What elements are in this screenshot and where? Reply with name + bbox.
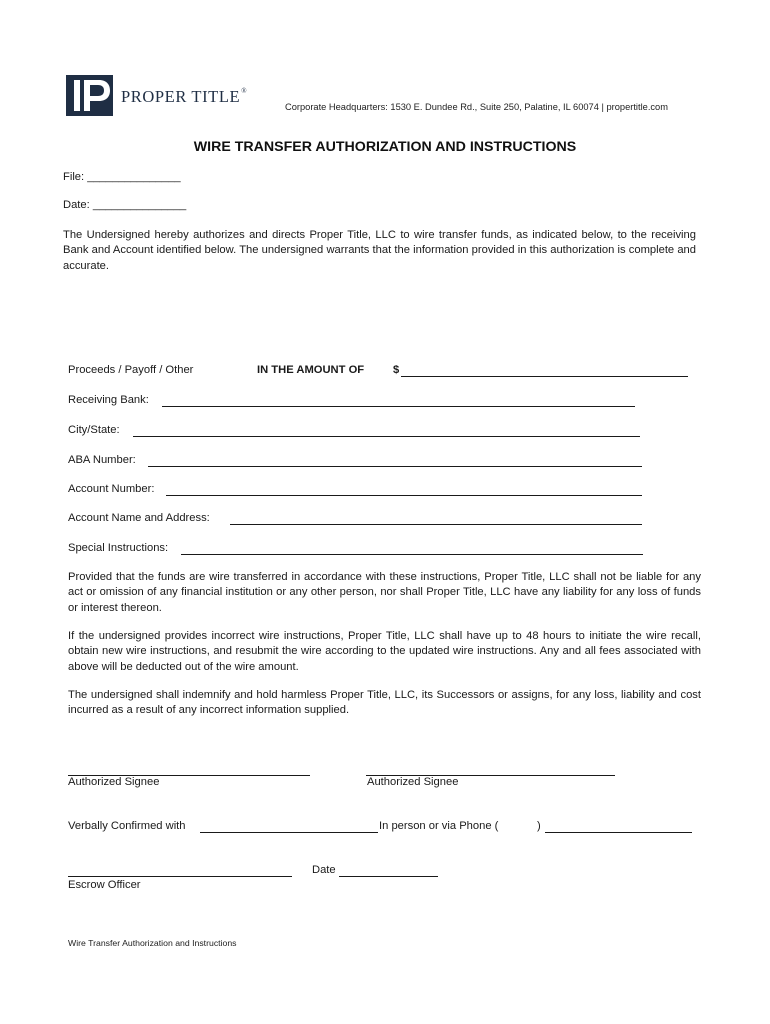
special-instructions-label: Special Instructions: [68,542,169,554]
phone-close-paren: ) [537,820,541,832]
account-name-input-line[interactable] [230,524,642,525]
proper-title-logo-text: PROPER TITLE® [121,87,248,106]
proper-title-logo-mark [66,75,113,116]
verbally-confirmed-input-line[interactable] [200,832,378,833]
special-instructions-input-line[interactable] [181,554,643,555]
indemnify-paragraph: The undersigned shall indemnify and hold harmless Proper Title, LLC, its Successors or assigns, for any loss, liability and cost incurred as a result of any incorrect information supplied. [68,689,701,717]
in-person-phone-label: In person or via Phone ( [379,820,499,832]
date-field[interactable]: Date: _______________ [63,199,187,211]
aba-number-label: ABA Number: [68,454,136,466]
incorrect-instructions-paragraph: If the undersigned provides incorrect wire instructions, Proper Title, LLC shall have up to 48 hours to initiate the wire recall, obtain new wire instructions, and resubmit the wire according to the updated wire instructions. Any and all fees associated with above will be deducted out of the wire amount. [68,630,701,673]
date-label: Date [312,864,336,876]
account-number-label: Account Number: [68,483,155,495]
signee-1-label: Authorized Signee [68,776,160,788]
page-title: WIRE TRANSFER AUTHORIZATION AND INSTRUCTIONS [193,139,577,155]
account-name-label: Account Name and Address: [68,512,210,524]
receiving-bank-label: Receiving Bank: [68,394,149,406]
proceeds-label: Proceeds / Payoff / Other [68,364,194,376]
intro-paragraph: The Undersigned hereby authorizes and directs Proper Title, LLC to wire transfer funds, as indicated below, to the receiving Bank and Account identified below. The undersigned warrants that the information provided in this authorization is complete and accurate. [63,229,696,272]
date-input-line[interactable] [339,876,438,877]
corporate-headquarters: Corporate Headquarters: 1530 E. Dundee Rd., Suite 250, Palatine, IL 60074 | propertitle.com [285,102,668,112]
phone-input-line[interactable] [545,832,692,833]
account-number-input-line[interactable] [166,495,642,496]
city-state-input-line[interactable] [133,436,640,437]
amount-label: IN THE AMOUNT OF [257,364,365,376]
receiving-bank-input-line[interactable] [162,406,635,407]
file-field[interactable]: File: _______________ [63,171,181,183]
escrow-officer-label: Escrow Officer [68,879,141,891]
aba-number-input-line[interactable] [148,466,642,467]
signee-2-label: Authorized Signee [367,776,459,788]
liability-paragraph: Provided that the funds are wire transferred in accordance with these instructions, Proper Title, LLC shall not be liable for any act or omission of any financial institution or any other person, nor shall Proper Title, LLC have any liability for any loss of funds or interest thereon. [68,571,701,614]
dollar-sign: $ [393,364,400,376]
escrow-officer-signature-line[interactable] [68,876,292,877]
verbally-confirmed-label: Verbally Confirmed with [68,820,186,832]
amount-input-line[interactable] [401,376,688,377]
footer-text: Wire Transfer Authorization and Instructions [68,938,237,948]
city-state-label: City/State: [68,424,120,436]
